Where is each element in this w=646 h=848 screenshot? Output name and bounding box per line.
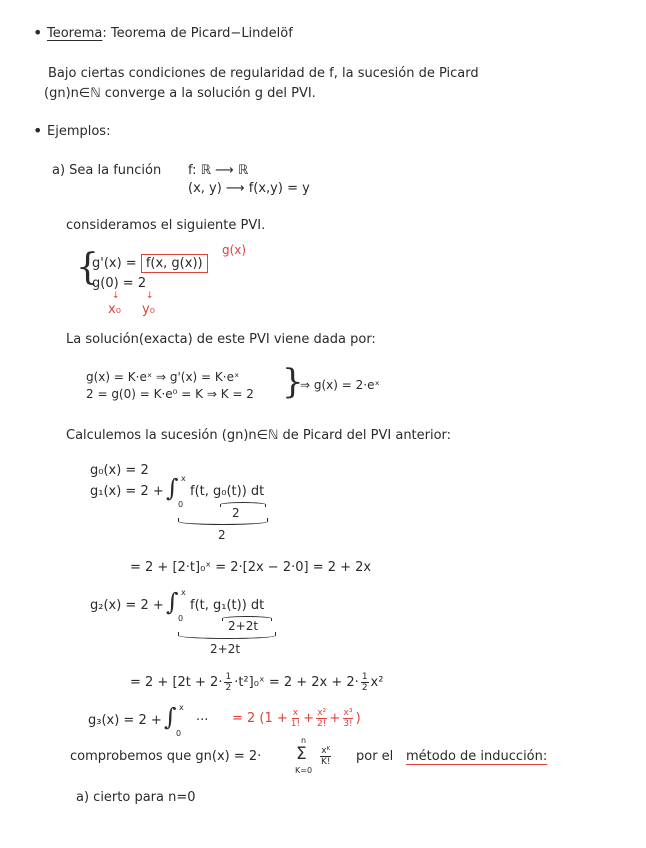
exact-brace: } (282, 362, 304, 402)
fraction-numerator: x³ (343, 708, 353, 718)
induction-fraction-wrap (318, 746, 334, 767)
g1-result: = 2 + [2·t]₀ˣ = 2·[2x − 2·0] = 2 + 2x (130, 560, 372, 575)
integral-lower-limit: 0 (178, 500, 184, 509)
g1-outer-value: 2 (218, 528, 226, 542)
arrow-down-icon: ↓ (112, 291, 120, 301)
g2-inner-value: 2+2t (228, 619, 259, 633)
exact-solution-intro: La solución(exacta) de este PVI viene dada por: (66, 332, 376, 347)
x0-label: x₀ (108, 302, 121, 317)
fraction-numerator: 1 (361, 672, 368, 682)
exact-result: ⇒ g(x) = 2·eˣ (300, 378, 380, 392)
integral-upper-limit: x (179, 703, 184, 712)
inner-brace (220, 502, 266, 507)
fraction-denominator: 2 (225, 683, 232, 693)
fraction-numerator: x² (317, 708, 327, 718)
g1-inner-value: 2 (232, 506, 240, 520)
outer-brace (178, 518, 268, 525)
fraction-denominator: 3! (343, 719, 353, 729)
g0-line: g₀(x) = 2 (90, 463, 149, 478)
integral-upper-limit: x (181, 588, 186, 597)
example-a-intro: a) Sea la función (52, 163, 162, 178)
y0-label: y₀ (142, 302, 155, 317)
g2-result-part: x² (370, 675, 384, 690)
g1-lhs: g₁(x) = 2 + (90, 484, 164, 499)
g2-integrand: f(t, g₁(t)) dt (190, 598, 265, 613)
exact-line-2: 2 = g(0) = K·e⁰ = K ⇒ K = 2 (86, 387, 254, 401)
g3-lhs: g₃(x) = 2 + (88, 713, 162, 728)
integral-sign: ∫ (166, 474, 179, 502)
integral-sign: ∫ (164, 703, 177, 731)
fraction (316, 708, 327, 729)
g2-lhs: g₂(x) = 2 + (90, 598, 164, 613)
fraction-denominator: 2 (361, 683, 368, 693)
g2-result (130, 672, 383, 693)
theorem-heading: Teorema: Teorema de Picard−Lindelöf (47, 26, 293, 41)
pvi-annotation: g(x) (222, 243, 247, 257)
g2-outer-value: 2+2t (210, 642, 241, 656)
fraction-denominator: 2! (317, 719, 327, 729)
g3-expansion-part: = 2 (1 + (232, 711, 288, 726)
summation-sign: Σ (296, 744, 307, 764)
theorem-statement-line-2: (gn)n∈ℕ converge a la solución g del PVI. (44, 86, 316, 101)
g2-result-part: = 2 + [2t + 2· (130, 675, 223, 690)
integral-lower-limit: 0 (178, 614, 184, 623)
induction-line-mid: por el (356, 749, 394, 764)
theorem-label: Teorema (47, 26, 103, 41)
fraction (361, 672, 369, 693)
theorem-name: Teorema de Picard−Lindelöf (110, 26, 293, 41)
pvi-line-2: g(0) = 2 (92, 276, 147, 291)
fraction (224, 672, 232, 693)
fraction-denominator: K! (321, 757, 331, 767)
case-a: a) cierto para n=0 (76, 790, 196, 805)
fraction-denominator: 1! (290, 719, 301, 729)
consider-text: consideramos el siguiente PVI. (66, 218, 266, 233)
function-map-line-1: f: ℝ ⟶ ℝ (188, 163, 249, 178)
induction-method: método de inducción: (406, 749, 548, 764)
fraction (320, 746, 332, 767)
induction-line-start: comprobemos que gn(x) = 2· (70, 749, 262, 764)
fraction (342, 708, 353, 729)
bullet: • (33, 23, 43, 42)
exact-line-1: g(x) = K·eˣ ⇒ g'(x) = K·eˣ (86, 370, 240, 384)
fraction-numerator: x (292, 708, 299, 718)
g3-dots: ··· (196, 713, 209, 728)
plus-sign: + (303, 711, 315, 726)
pvi-line-1 (92, 256, 208, 271)
pvi-brace: { (76, 247, 99, 288)
g2-result-part: ·t²]₀ˣ = 2 + 2x + 2· (234, 675, 359, 690)
bullet: • (33, 121, 43, 140)
plus-sign: + (329, 711, 341, 726)
integral-upper-limit: x (181, 474, 186, 483)
pvi-boxed-term: f(x, g(x)) (141, 254, 208, 273)
examples-label: Ejemplos: (47, 124, 111, 139)
theorem-statement-line-1: Bajo ciertas condiciones de regularidad de f, la sucesión de Picard (48, 66, 479, 81)
summation-lower: K=0 (295, 766, 313, 775)
close-paren: ) (355, 711, 361, 726)
pvi-lhs: g'(x) = (92, 256, 137, 271)
g1-integrand: f(t, g₀(t)) dt (190, 484, 265, 499)
fraction (290, 708, 301, 729)
fraction-numerator: xᴷ (321, 746, 331, 756)
integral-lower-limit: 0 (176, 729, 182, 738)
outer-brace (178, 632, 276, 639)
integral-sign: ∫ (166, 588, 179, 616)
function-map-line-2: (x, y) ⟶ f(x,y) = y (188, 181, 310, 196)
arrow-down-icon: ↓ (146, 291, 154, 301)
fraction-numerator: 1 (225, 672, 232, 682)
g3-expansion (232, 708, 361, 729)
calc-intro: Calculemos la sucesión (gn)n∈ℕ de Picard del PVI anterior: (66, 428, 452, 443)
summation-upper: n (301, 736, 307, 745)
